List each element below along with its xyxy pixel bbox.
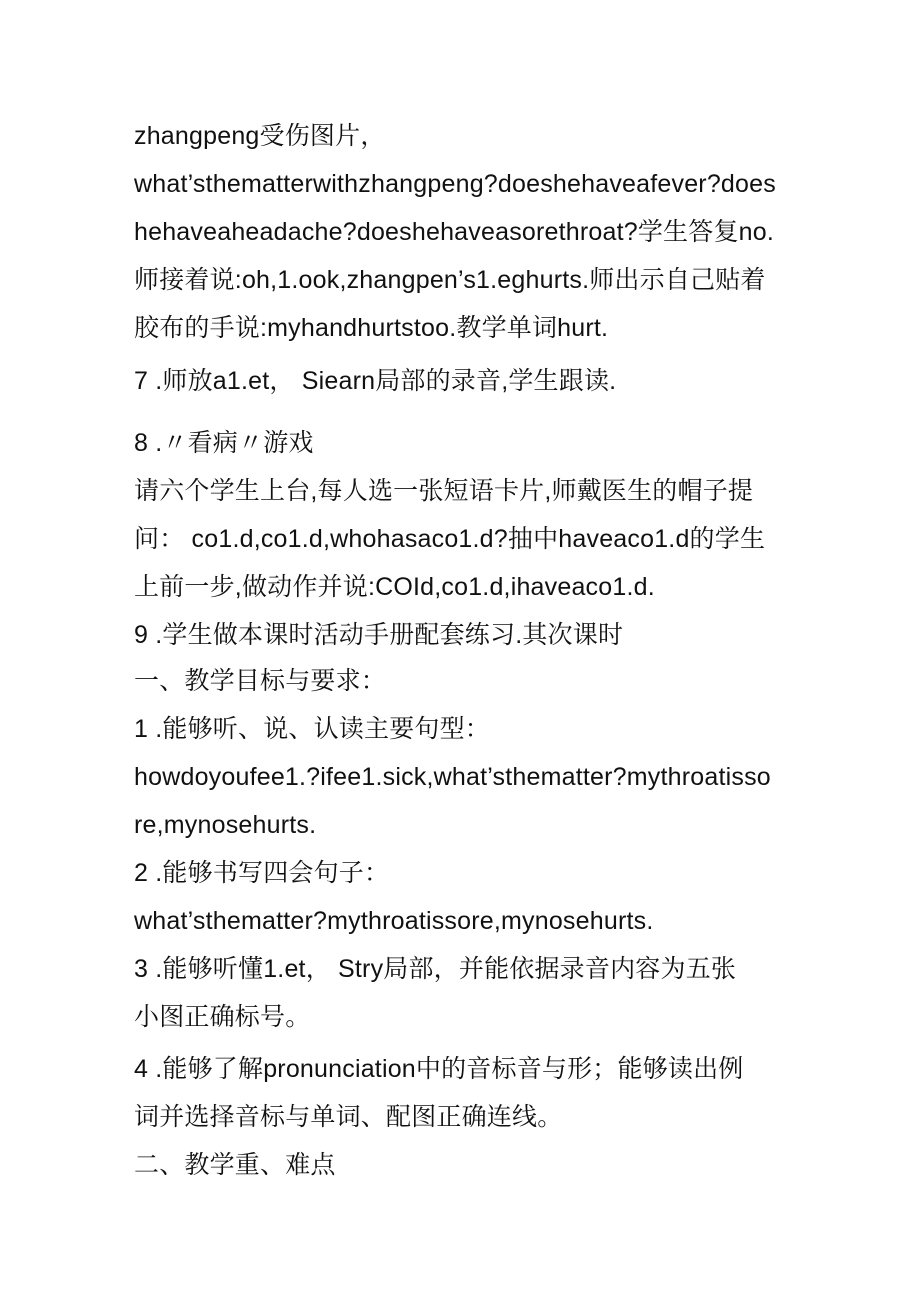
text-line: 1 .能够听、说、认读主要句型：: [134, 715, 490, 743]
text-line: 问： co1.d,co1.d,whohasaco1.d?抽中haveaco1.d的学生: [134, 525, 766, 553]
text-line: 8 .〃看病〃游戏: [134, 429, 314, 457]
text-line: 3 .能够听懂1.et， Stry局部，并能依据录音内容为五张: [134, 955, 737, 983]
text-line: 上前一步,做动作并说:COId,co1.d,ihaveaco1.d.: [134, 573, 655, 601]
text-line: 7 .师放a1.et， Siearn局部的录音,学生跟读.: [134, 367, 617, 395]
text-line: 4 .能够了解pronunciation中的音标音与形；能够读出例: [134, 1055, 744, 1083]
text-line: hehaveaheadache?doeshehaveasorethroat?学生答复no.: [134, 218, 775, 246]
text-line: 胶布的手说:myhandhurtstoo.教学单词hurt.: [134, 314, 609, 342]
text-line: 词并选择音标与单词、配图正确连线。: [134, 1103, 563, 1131]
text-line: 9 .学生做本课时活动手册配套练习.其次课时: [134, 621, 624, 649]
text-line: 请六个学生上台,每人选一张短语卡片,师戴医生的帽子提: [134, 477, 754, 505]
text-line: 小图正确标号。: [134, 1003, 311, 1031]
text-line: zhangpeng受伤图片，: [134, 122, 386, 150]
text-line: 一、教学目标与要求：: [134, 667, 387, 695]
text-line: what’sthematter?mythroatissore,mynosehurts.: [134, 907, 654, 935]
text-line: 师接着说:oh,1.ook,zhangpen’s1.eghurts.师出示自己贴着: [134, 266, 766, 294]
text-line: re,mynosehurts.: [134, 811, 317, 839]
text-line: 2 .能够书写四会句子：: [134, 859, 390, 887]
text-line: what’sthematterwithzhangpeng?doeshehaveafever?does: [134, 170, 776, 198]
text-line: howdoyoufee1.?ifee1.sick,what’sthematter?mythroatisso: [134, 763, 771, 791]
text-line: 二、教学重、难点: [134, 1151, 336, 1179]
